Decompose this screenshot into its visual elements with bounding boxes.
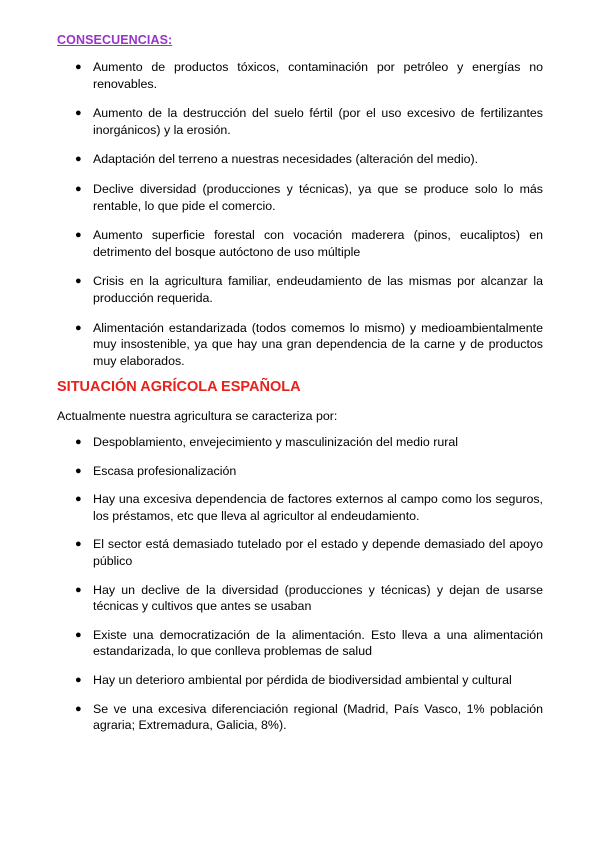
list-item [0, 672, 600, 689]
bullet-icon: ● [75, 673, 82, 686]
list-item [0, 151, 600, 168]
bullet-icon: ● [75, 182, 82, 195]
consecuencias-heading: CONSECUENCIAS: [57, 33, 173, 47]
list-item-text: Escasa profesionalización [93, 463, 237, 478]
bullet-icon: ● [75, 229, 82, 242]
list-item-text: Declive diversidad (producciones y técnicas), ya que se produce solo lo más rentable, lo que pide el comercio. [93, 181, 543, 213]
bullet-icon: ● [75, 493, 82, 506]
list-item-text: Aumento de la destrucción del suelo fértil (por el uso excesivo de fertilizantes inorgánicos) y la erosión. [93, 106, 543, 137]
bullet-icon: ● [75, 436, 82, 448]
bullet-icon: ● [75, 702, 82, 715]
list-item-text: Hay un declive de la diversidad (producciones y técnicas) y dejan de usarse técnicas y cultivos que antes se usaban [93, 582, 543, 614]
bullet-icon: ● [75, 107, 82, 120]
list-item [0, 227, 600, 260]
list-item [0, 701, 600, 734]
list-item [0, 463, 600, 480]
list-item-text: Crisis en la agricultura familiar, endeudamiento de las mismas por alcanzar la producción requerida. [93, 274, 543, 305]
list-item-text: Aumento superficie forestal con vocación maderera (pinos, eucaliptos) en detrimento del bosque autóctono de uso múltiple [93, 228, 543, 259]
list-item [0, 434, 600, 451]
list-item-text: Aumento de productos tóxicos, contaminación por petróleo y energías no renovables. [93, 60, 543, 91]
bullet-icon: ● [75, 321, 82, 334]
list-item [0, 627, 600, 660]
list-item-text: El sector está demasiado tutelado por el estado y depende demasiado del apoyo público [93, 537, 543, 568]
bullet-icon: ● [75, 153, 82, 166]
list-item-text: Alimentación estandarizada (todos comemos lo mismo) y medioambientalmente muy insostenible, ya que hay una gran dependencia de la carne y de productos muy elaborados. [93, 320, 543, 368]
list-item-text: Se ve una excesiva diferenciación regional (Madrid, País Vasco, 1% población agraria; Extremadura, Galicia, 8%). [93, 701, 543, 733]
list-item-text: Hay una excesiva dependencia de factores externos al campo como los seguros, los préstamos, etc que lleva al agricultor al endeudamiento. [93, 492, 543, 523]
consecuencias-list [0, 59, 600, 382]
bullet-icon: ● [75, 538, 82, 551]
list-item [0, 181, 600, 214]
list-item [0, 105, 600, 138]
bullet-icon: ● [75, 583, 82, 596]
bullet-icon: ● [75, 275, 82, 288]
situacion-list [0, 434, 600, 746]
bullet-icon: ● [75, 628, 82, 641]
list-item-text: Hay un deterioro ambiental por pérdida de biodiversidad ambiental y cultural [93, 672, 512, 687]
intro-paragraph: Actualmente nuestra agricultura se caracteriza por: [57, 409, 338, 423]
list-item [0, 273, 600, 306]
bullet-icon: ● [75, 464, 82, 477]
list-item [0, 582, 600, 615]
list-item [0, 59, 600, 92]
list-item [0, 491, 600, 524]
list-item [0, 536, 600, 569]
list-item-text: Despoblamiento, envejecimiento y masculinización del medio rural [93, 435, 459, 449]
bullet-icon: ● [75, 61, 82, 73]
list-item-text: Adaptación del terreno a nuestras necesidades (alteración del medio). [93, 152, 479, 167]
list-item [0, 320, 600, 370]
situacion-agricola-heading: SITUACIÓN AGRÍCOLA ESPAÑOLA [57, 379, 301, 395]
list-item-text: Existe una democratización de la alimentación. Esto lleva a una alimentación estandarizada, lo que conlleva problemas de salud [93, 627, 543, 659]
